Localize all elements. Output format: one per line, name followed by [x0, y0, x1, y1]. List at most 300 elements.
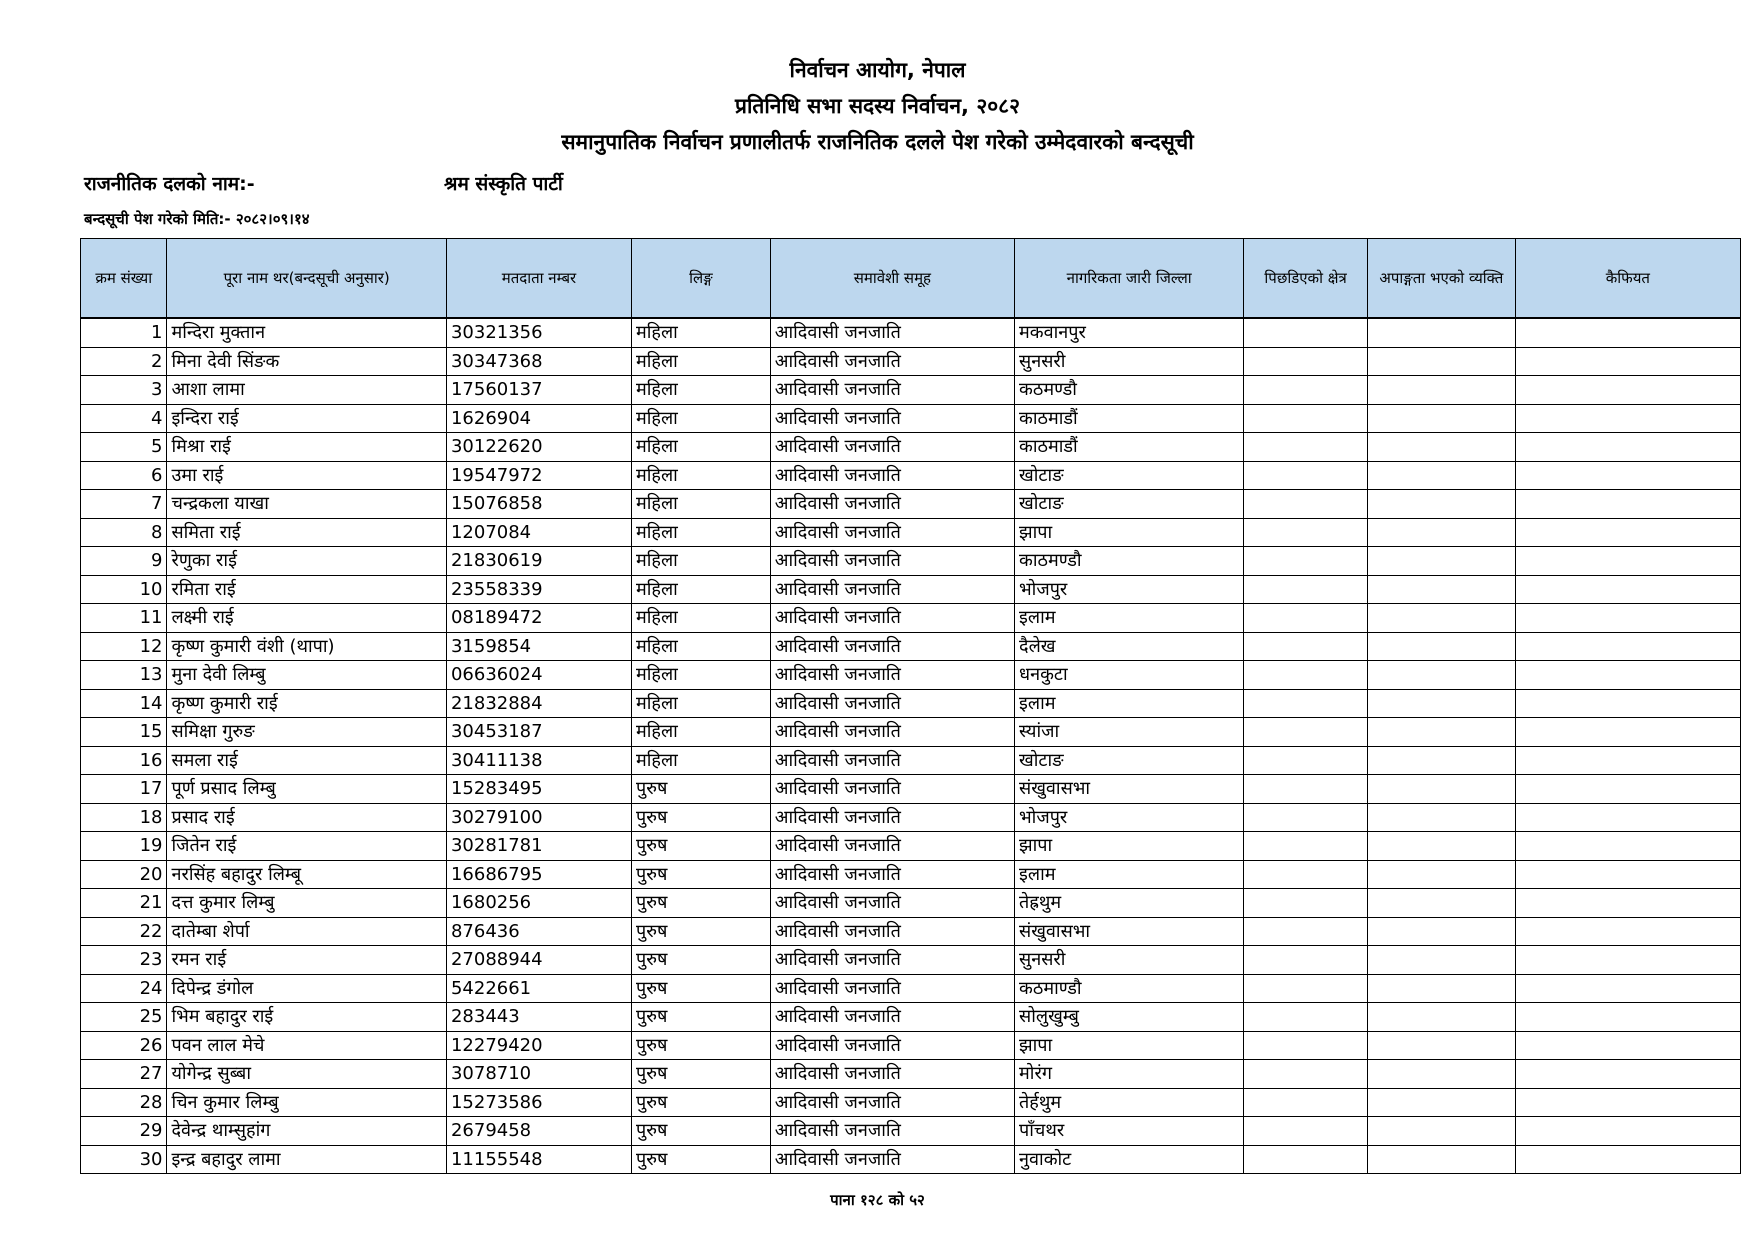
serial-cell: 7 — [81, 490, 167, 519]
gender-cell: पुरुष — [631, 832, 770, 861]
backward-area-cell — [1244, 347, 1368, 376]
district-cell: काठमाडौं — [1015, 404, 1244, 433]
voter-number-cell: 30453187 — [446, 718, 631, 747]
backward-area-cell — [1244, 604, 1368, 633]
remarks-cell — [1515, 433, 1740, 462]
disability-cell — [1367, 718, 1515, 747]
disability-cell — [1367, 1003, 1515, 1032]
remarks-cell — [1515, 661, 1740, 690]
disability-cell — [1367, 803, 1515, 832]
name-cell: समला राई — [167, 746, 447, 775]
voter-number-cell: 876436 — [446, 917, 631, 946]
gender-cell: पुरुष — [631, 860, 770, 889]
table-row — [81, 974, 1741, 1003]
backward-area-cell — [1244, 974, 1368, 1003]
voter-number-cell: 23558339 — [446, 575, 631, 604]
serial-cell: 13 — [81, 661, 167, 690]
remarks-cell — [1515, 604, 1740, 633]
table-row — [81, 661, 1741, 690]
table-row — [81, 1117, 1741, 1146]
district-cell: झापा — [1015, 832, 1244, 861]
voter-number-cell: 15273586 — [446, 1088, 631, 1117]
remarks-cell — [1515, 860, 1740, 889]
gender-cell: महिला — [631, 604, 770, 633]
serial-cell: 3 — [81, 376, 167, 405]
gender-cell: महिला — [631, 718, 770, 747]
remarks-cell — [1515, 461, 1740, 490]
name-cell: रेणुका राई — [167, 547, 447, 576]
remarks-cell — [1515, 1088, 1740, 1117]
disability-cell — [1367, 1117, 1515, 1146]
name-cell: रमन राई — [167, 946, 447, 975]
group-cell: आदिवासी जनजाति — [770, 946, 1014, 975]
disability-cell — [1367, 661, 1515, 690]
group-cell: आदिवासी जनजाति — [770, 575, 1014, 604]
group-cell: आदिवासी जनजाति — [770, 803, 1014, 832]
district-cell: सुनसरी — [1015, 946, 1244, 975]
title-block — [0, 52, 1755, 160]
backward-area-cell — [1244, 461, 1368, 490]
gender-cell: महिला — [631, 404, 770, 433]
backward-area-cell — [1244, 632, 1368, 661]
header-disability: अपाङ्गता भएको व्यक्ति — [1367, 239, 1515, 319]
disability-cell — [1367, 433, 1515, 462]
gender-cell: महिला — [631, 689, 770, 718]
table-row — [81, 1088, 1741, 1117]
election-title: प्रतिनिधि सभा सदस्य निर्वाचन, २०८२ — [735, 94, 1020, 118]
backward-area-cell — [1244, 889, 1368, 918]
disability-cell — [1367, 404, 1515, 433]
serial-cell: 27 — [81, 1060, 167, 1089]
serial-cell: 20 — [81, 860, 167, 889]
backward-area-cell — [1244, 689, 1368, 718]
gender-cell: महिला — [631, 661, 770, 690]
remarks-cell — [1515, 803, 1740, 832]
remarks-cell — [1515, 946, 1740, 975]
voter-number-cell: 15283495 — [446, 775, 631, 804]
name-cell: प्रसाद राई — [167, 803, 447, 832]
district-cell: नुवाकोट — [1015, 1145, 1244, 1174]
remarks-cell — [1515, 775, 1740, 804]
name-cell: दत्त कुमार लिम्बु — [167, 889, 447, 918]
group-cell: आदिवासी जनजाति — [770, 917, 1014, 946]
table-row — [81, 1003, 1741, 1032]
table-row — [81, 518, 1741, 547]
name-cell: योगेन्द्र सुब्बा — [167, 1060, 447, 1089]
serial-cell: 4 — [81, 404, 167, 433]
serial-cell: 17 — [81, 775, 167, 804]
header-voter-number: मतदाता नम्बर — [446, 239, 631, 319]
serial-cell: 1 — [81, 318, 167, 347]
group-cell: आदिवासी जनजाति — [770, 889, 1014, 918]
district-cell: खोटाङ — [1015, 746, 1244, 775]
voter-number-cell: 17560137 — [446, 376, 631, 405]
district-cell: सोलुखुम्बु — [1015, 1003, 1244, 1032]
gender-cell: महिला — [631, 575, 770, 604]
table-row — [81, 1031, 1741, 1060]
remarks-cell — [1515, 318, 1740, 347]
serial-cell: 10 — [81, 575, 167, 604]
voter-number-cell: 30347368 — [446, 347, 631, 376]
voter-number-cell: 1680256 — [446, 889, 631, 918]
name-cell: समिक्षा गुरुङ — [167, 718, 447, 747]
remarks-cell — [1515, 1060, 1740, 1089]
voter-number-cell: 11155548 — [446, 1145, 631, 1174]
backward-area-cell — [1244, 860, 1368, 889]
group-cell: आदिवासी जनजाति — [770, 490, 1014, 519]
name-cell: चन्द्रकला याखा — [167, 490, 447, 519]
backward-area-cell — [1244, 1088, 1368, 1117]
voter-number-cell: 283443 — [446, 1003, 631, 1032]
district-cell: काठमण्डौ — [1015, 547, 1244, 576]
gender-cell: पुरुष — [631, 917, 770, 946]
disability-cell — [1367, 547, 1515, 576]
group-cell: आदिवासी जनजाति — [770, 718, 1014, 747]
disability-cell — [1367, 604, 1515, 633]
serial-cell: 18 — [81, 803, 167, 832]
backward-area-cell — [1244, 518, 1368, 547]
voter-number-cell: 12279420 — [446, 1031, 631, 1060]
disability-cell — [1367, 575, 1515, 604]
party-label: राजनीतिक दलको नाम:- — [84, 173, 255, 195]
remarks-cell — [1515, 547, 1740, 576]
disability-cell — [1367, 347, 1515, 376]
backward-area-cell — [1244, 1060, 1368, 1089]
table-row — [81, 575, 1741, 604]
district-cell: झापा — [1015, 518, 1244, 547]
table-row — [81, 689, 1741, 718]
table-row — [81, 347, 1741, 376]
disability-cell — [1367, 832, 1515, 861]
backward-area-cell — [1244, 917, 1368, 946]
table-row — [81, 1060, 1741, 1089]
backward-area-cell — [1244, 1031, 1368, 1060]
remarks-cell — [1515, 490, 1740, 519]
disability-cell — [1367, 461, 1515, 490]
header-backward-area: पिछडिएको क्षेत्र — [1244, 239, 1368, 319]
disability-cell — [1367, 974, 1515, 1003]
voter-number-cell: 2679458 — [446, 1117, 631, 1146]
remarks-cell — [1515, 832, 1740, 861]
party-row — [84, 170, 884, 198]
header-full-name: पूरा नाम थर(बन्दसूची अनुसार) — [167, 239, 447, 319]
group-cell: आदिवासी जनजाति — [770, 461, 1014, 490]
district-cell: इलाम — [1015, 604, 1244, 633]
gender-cell: महिला — [631, 461, 770, 490]
header-inclusive-group: समावेशी समूह — [770, 239, 1014, 319]
group-cell: आदिवासी जनजाति — [770, 974, 1014, 1003]
gender-cell: पुरुष — [631, 946, 770, 975]
header-citizenship-district: नागरिकता जारी जिल्ला — [1015, 239, 1244, 319]
name-cell: इन्द्र बहादुर लामा — [167, 1145, 447, 1174]
remarks-cell — [1515, 347, 1740, 376]
remarks-cell — [1515, 889, 1740, 918]
backward-area-cell — [1244, 946, 1368, 975]
group-cell: आदिवासी जनजाति — [770, 1060, 1014, 1089]
name-cell: भिम बहादुर राई — [167, 1003, 447, 1032]
backward-area-cell — [1244, 746, 1368, 775]
table-row — [81, 461, 1741, 490]
district-cell: संखुवासभा — [1015, 917, 1244, 946]
gender-cell: महिला — [631, 632, 770, 661]
page-number: पाना १२८ को ५२ — [830, 1191, 925, 1209]
serial-cell: 24 — [81, 974, 167, 1003]
candidate-table — [80, 238, 1741, 1174]
district-cell: धनकुटा — [1015, 661, 1244, 690]
voter-number-cell: 5422661 — [446, 974, 631, 1003]
district-cell: झापा — [1015, 1031, 1244, 1060]
backward-area-cell — [1244, 547, 1368, 576]
gender-cell: पुरुष — [631, 1060, 770, 1089]
district-cell: भोजपुर — [1015, 803, 1244, 832]
group-cell: आदिवासी जनजाति — [770, 632, 1014, 661]
name-cell: रमिता राई — [167, 575, 447, 604]
table-row — [81, 746, 1741, 775]
table-row — [81, 775, 1741, 804]
backward-area-cell — [1244, 433, 1368, 462]
group-cell: आदिवासी जनजाति — [770, 433, 1014, 462]
gender-cell: पुरुष — [631, 889, 770, 918]
name-cell: जितेन राई — [167, 832, 447, 861]
district-cell: स्यांजा — [1015, 718, 1244, 747]
voter-number-cell: 30281781 — [446, 832, 631, 861]
district-cell: पाँचथर — [1015, 1117, 1244, 1146]
voter-number-cell: 19547972 — [446, 461, 631, 490]
name-cell: मिना देवी सिंङक — [167, 347, 447, 376]
serial-cell: 12 — [81, 632, 167, 661]
table-row — [81, 632, 1741, 661]
remarks-cell — [1515, 1003, 1740, 1032]
voter-number-cell: 30321356 — [446, 318, 631, 347]
group-cell: आदिवासी जनजाति — [770, 1145, 1014, 1174]
name-cell: मिश्रा राई — [167, 433, 447, 462]
group-cell: आदिवासी जनजाति — [770, 746, 1014, 775]
remarks-cell — [1515, 974, 1740, 1003]
voter-number-cell: 30279100 — [446, 803, 631, 832]
table-row — [81, 404, 1741, 433]
serial-cell: 26 — [81, 1031, 167, 1060]
backward-area-cell — [1244, 404, 1368, 433]
voter-number-cell: 21830619 — [446, 547, 631, 576]
group-cell: आदिवासी जनजाति — [770, 518, 1014, 547]
serial-cell: 9 — [81, 547, 167, 576]
district-cell: खोटाङ — [1015, 490, 1244, 519]
header-serial: क्रम संख्या — [81, 239, 167, 319]
group-cell: आदिवासी जनजाति — [770, 376, 1014, 405]
table-row — [81, 433, 1741, 462]
serial-cell: 2 — [81, 347, 167, 376]
serial-cell: 30 — [81, 1145, 167, 1174]
district-cell: इलाम — [1015, 860, 1244, 889]
disability-cell — [1367, 889, 1515, 918]
disability-cell — [1367, 746, 1515, 775]
name-cell: देवेन्द्र थाम्सुहांग — [167, 1117, 447, 1146]
backward-area-cell — [1244, 1117, 1368, 1146]
gender-cell: पुरुष — [631, 1088, 770, 1117]
table-row — [81, 917, 1741, 946]
backward-area-cell — [1244, 775, 1368, 804]
table-body — [81, 318, 1741, 1174]
voter-number-cell: 08189472 — [446, 604, 631, 633]
group-cell: आदिवासी जनजाति — [770, 775, 1014, 804]
gender-cell: पुरुष — [631, 803, 770, 832]
district-cell: मोरंग — [1015, 1060, 1244, 1089]
name-cell: कृष्ण कुमारी वंशी (थापा) — [167, 632, 447, 661]
backward-area-cell — [1244, 803, 1368, 832]
group-cell: आदिवासी जनजाति — [770, 689, 1014, 718]
gender-cell: पुरुष — [631, 775, 770, 804]
voter-number-cell: 27088944 — [446, 946, 631, 975]
disability-cell — [1367, 946, 1515, 975]
voter-number-cell: 16686795 — [446, 860, 631, 889]
backward-area-cell — [1244, 661, 1368, 690]
table-row — [81, 860, 1741, 889]
gender-cell: पुरुष — [631, 1117, 770, 1146]
name-cell: दिपेन्द्र डंगोल — [167, 974, 447, 1003]
group-cell: आदिवासी जनजाति — [770, 1003, 1014, 1032]
district-cell: तेह्रथुम — [1015, 889, 1244, 918]
gender-cell: महिला — [631, 746, 770, 775]
name-cell: पवन लाल मेचे — [167, 1031, 447, 1060]
serial-cell: 15 — [81, 718, 167, 747]
voter-number-cell: 3159854 — [446, 632, 631, 661]
table-row — [81, 946, 1741, 975]
voter-number-cell: 30411138 — [446, 746, 631, 775]
name-cell: पूर्ण प्रसाद लिम्बु — [167, 775, 447, 804]
serial-cell: 5 — [81, 433, 167, 462]
disability-cell — [1367, 689, 1515, 718]
table-header-row — [81, 239, 1741, 319]
gender-cell: महिला — [631, 518, 770, 547]
name-cell: उमा राई — [167, 461, 447, 490]
backward-area-cell — [1244, 718, 1368, 747]
district-cell: कठमण्डौ — [1015, 376, 1244, 405]
party-name: श्रम संस्कृति पार्टी — [444, 173, 563, 195]
group-cell: आदिवासी जनजाति — [770, 1088, 1014, 1117]
gender-cell: महिला — [631, 547, 770, 576]
group-cell: आदिवासी जनजाति — [770, 404, 1014, 433]
gender-cell: पुरुष — [631, 1003, 770, 1032]
serial-cell: 23 — [81, 946, 167, 975]
voter-number-cell: 21832884 — [446, 689, 631, 718]
name-cell: कृष्ण कुमारी राई — [167, 689, 447, 718]
name-cell: मुना देवी लिम्बु — [167, 661, 447, 690]
group-cell: आदिवासी जनजाति — [770, 547, 1014, 576]
serial-cell: 11 — [81, 604, 167, 633]
voter-number-cell: 15076858 — [446, 490, 631, 519]
district-cell: तेर्हथुम — [1015, 1088, 1244, 1117]
serial-cell: 29 — [81, 1117, 167, 1146]
group-cell: आदिवासी जनजाति — [770, 318, 1014, 347]
gender-cell: पुरुष — [631, 1145, 770, 1174]
district-cell: सुनसरी — [1015, 347, 1244, 376]
voter-number-cell: 1626904 — [446, 404, 631, 433]
serial-cell: 25 — [81, 1003, 167, 1032]
name-cell: दातेम्बा शेर्पा — [167, 917, 447, 946]
remarks-cell — [1515, 404, 1740, 433]
district-cell: काठमाडौं — [1015, 433, 1244, 462]
gender-cell: महिला — [631, 318, 770, 347]
commission-title: निर्वाचन आयोग, नेपाल — [789, 58, 966, 82]
name-cell: नरसिंह बहादुर लिम्बू — [167, 860, 447, 889]
disability-cell — [1367, 1088, 1515, 1117]
submission-date: बन्दसूची पेश गरेको मिति:- २०८२।०९।१४ — [84, 210, 310, 228]
disability-cell — [1367, 1145, 1515, 1174]
district-cell: इलाम — [1015, 689, 1244, 718]
backward-area-cell — [1244, 832, 1368, 861]
disability-cell — [1367, 490, 1515, 519]
remarks-cell — [1515, 1117, 1740, 1146]
backward-area-cell — [1244, 1145, 1368, 1174]
serial-cell: 8 — [81, 518, 167, 547]
district-cell: कठमाण्डौ — [1015, 974, 1244, 1003]
remarks-cell — [1515, 632, 1740, 661]
voter-number-cell: 30122620 — [446, 433, 631, 462]
list-title: समानुपातिक निर्वाचन प्रणालीतर्फ राजनितिक दलले पेश गरेको उम्मेदवारको बन्दसूची — [561, 130, 1194, 154]
remarks-cell — [1515, 1031, 1740, 1060]
name-cell: इन्दिरा राई — [167, 404, 447, 433]
serial-cell: 28 — [81, 1088, 167, 1117]
name-cell: मन्दिरा मुक्तान — [167, 318, 447, 347]
group-cell: आदिवासी जनजाति — [770, 1117, 1014, 1146]
district-cell: संखुवासभा — [1015, 775, 1244, 804]
name-cell: समिता राई — [167, 518, 447, 547]
serial-cell: 16 — [81, 746, 167, 775]
gender-cell: महिला — [631, 490, 770, 519]
table-row — [81, 832, 1741, 861]
serial-cell: 22 — [81, 917, 167, 946]
serial-cell: 19 — [81, 832, 167, 861]
remarks-cell — [1515, 518, 1740, 547]
header-gender: लिङ्ग — [631, 239, 770, 319]
remarks-cell — [1515, 575, 1740, 604]
district-cell: मकवानपुर — [1015, 318, 1244, 347]
table-row — [81, 490, 1741, 519]
district-cell: खोटाङ — [1015, 461, 1244, 490]
serial-cell: 6 — [81, 461, 167, 490]
group-cell: आदिवासी जनजाति — [770, 347, 1014, 376]
backward-area-cell — [1244, 490, 1368, 519]
remarks-cell — [1515, 376, 1740, 405]
gender-cell: महिला — [631, 433, 770, 462]
backward-area-cell — [1244, 318, 1368, 347]
disability-cell — [1367, 860, 1515, 889]
backward-area-cell — [1244, 1003, 1368, 1032]
backward-area-cell — [1244, 376, 1368, 405]
table-row — [81, 376, 1741, 405]
gender-cell: पुरुष — [631, 974, 770, 1003]
disability-cell — [1367, 376, 1515, 405]
voter-number-cell: 3078710 — [446, 1060, 631, 1089]
table-row — [81, 1145, 1741, 1174]
disability-cell — [1367, 1060, 1515, 1089]
table-row — [81, 547, 1741, 576]
remarks-cell — [1515, 718, 1740, 747]
serial-cell: 14 — [81, 689, 167, 718]
group-cell: आदिवासी जनजाति — [770, 1031, 1014, 1060]
group-cell: आदिवासी जनजाति — [770, 860, 1014, 889]
gender-cell: महिला — [631, 347, 770, 376]
district-cell: दैलेख — [1015, 632, 1244, 661]
disability-cell — [1367, 775, 1515, 804]
voter-number-cell: 06636024 — [446, 661, 631, 690]
table-row — [81, 718, 1741, 747]
group-cell: आदिवासी जनजाति — [770, 604, 1014, 633]
disability-cell — [1367, 518, 1515, 547]
backward-area-cell — [1244, 575, 1368, 604]
remarks-cell — [1515, 746, 1740, 775]
district-cell: भोजपुर — [1015, 575, 1244, 604]
